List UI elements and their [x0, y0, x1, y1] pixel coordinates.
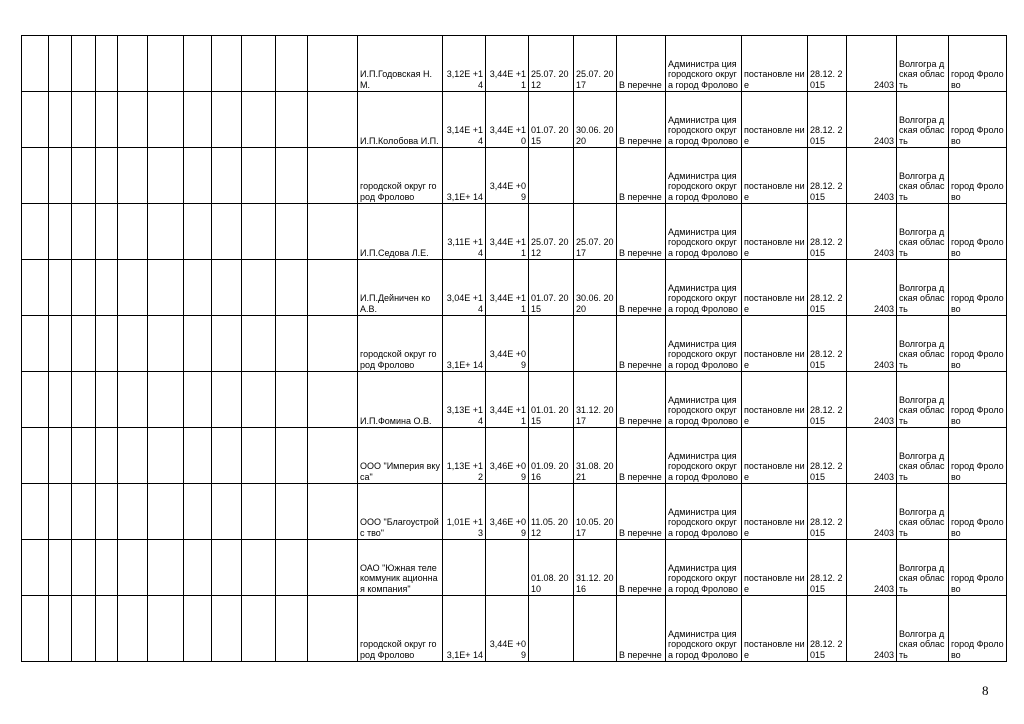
empty-cell: [308, 148, 358, 204]
empty-cell: [72, 540, 96, 596]
document-type-cell: постановле ние: [742, 92, 808, 148]
empty-cell: [118, 204, 148, 260]
number-a-cell: 3,13Е +14: [443, 372, 486, 428]
empty-cell: [148, 92, 184, 148]
empty-cell: [184, 596, 212, 662]
table-row: [22, 484, 1007, 540]
document-type-cell: постановле ние: [742, 260, 808, 316]
empty-cell: [96, 316, 118, 372]
number-a-cell: 1,13Е +12: [443, 428, 486, 484]
empty-cell: [96, 148, 118, 204]
region-cell: Волгогра дская область: [897, 260, 949, 316]
region-cell: Волгогра дская область: [897, 372, 949, 428]
empty-cell: [49, 372, 72, 428]
document-number-cell: 2403: [847, 260, 897, 316]
document-date-cell: 28.12. 2015: [808, 428, 847, 484]
empty-cell: [72, 316, 96, 372]
empty-cell: [308, 204, 358, 260]
holder-cell: ООО "Империя вкуса": [358, 428, 443, 484]
empty-cell: [184, 148, 212, 204]
empty-cell: [212, 204, 242, 260]
empty-cell: [276, 204, 308, 260]
document-date-cell: 28.12. 2015: [808, 484, 847, 540]
holder-cell: И.П.Седова Л.Е.: [358, 204, 443, 260]
document-date-cell: 28.12. 2015: [808, 260, 847, 316]
empty-cell: [276, 540, 308, 596]
empty-cell: [148, 540, 184, 596]
number-b-cell: 3,46Е +09: [486, 428, 529, 484]
empty-cell: [184, 428, 212, 484]
empty-cell: [22, 36, 49, 92]
region-cell: Волгогра дская область: [897, 484, 949, 540]
empty-cell: [96, 540, 118, 596]
status-cell: В перечне: [617, 540, 666, 596]
empty-cell: [49, 148, 72, 204]
number-a-cell: [443, 540, 486, 596]
empty-cell: [96, 260, 118, 316]
empty-cell: [242, 540, 276, 596]
empty-cell: [118, 36, 148, 92]
number-a-cell: 3,1Е+ 14: [443, 596, 486, 662]
document-date-cell: 28.12. 2015: [808, 92, 847, 148]
empty-cell: [308, 372, 358, 428]
region-cell: Волгогра дская область: [897, 316, 949, 372]
document-date-cell: 28.12. 2015: [808, 204, 847, 260]
number-a-cell: 3,1Е+ 14: [443, 148, 486, 204]
end-date-cell: [574, 596, 617, 662]
start-date-cell: 25.07. 2012: [529, 36, 574, 92]
start-date-cell: 01.07. 2015: [529, 260, 574, 316]
document-type-cell: постановле ние: [742, 36, 808, 92]
authority-cell: Администра ция городского округа город Фролово: [666, 428, 742, 484]
locality-cell: город Фролово: [949, 596, 1007, 662]
region-cell: Волгогра дская область: [897, 92, 949, 148]
empty-cell: [72, 484, 96, 540]
document-date-cell: 28.12. 2015: [808, 596, 847, 662]
locality-cell: город Фролово: [949, 372, 1007, 428]
holder-cell: И.П.Фомина О.В.: [358, 372, 443, 428]
document-date-cell: 28.12. 2015: [808, 316, 847, 372]
locality-cell: город Фролово: [949, 428, 1007, 484]
empty-cell: [22, 428, 49, 484]
number-b-cell: 3,44Е +09: [486, 148, 529, 204]
number-b-cell: 3,44Е +11: [486, 372, 529, 428]
document-number-cell: 2403: [847, 92, 897, 148]
empty-cell: [242, 428, 276, 484]
region-cell: Волгогра дская область: [897, 204, 949, 260]
empty-cell: [148, 428, 184, 484]
empty-cell: [184, 92, 212, 148]
empty-cell: [148, 148, 184, 204]
document-number-cell: 2403: [847, 36, 897, 92]
start-date-cell: 01.08. 2010: [529, 540, 574, 596]
page-number: 8: [982, 683, 989, 698]
number-b-cell: 3,44Е +10: [486, 92, 529, 148]
empty-cell: [96, 92, 118, 148]
empty-cell: [308, 596, 358, 662]
empty-cell: [118, 260, 148, 316]
empty-cell: [242, 36, 276, 92]
number-a-cell: 3,11Е +14: [443, 204, 486, 260]
empty-cell: [49, 204, 72, 260]
holder-cell: ОАО "Южная телекоммуник ационная компания": [358, 540, 443, 596]
document-type-cell: постановле ние: [742, 428, 808, 484]
locality-cell: город Фролово: [949, 92, 1007, 148]
start-date-cell: 01.09. 2016: [529, 428, 574, 484]
document-date-cell: 28.12. 2015: [808, 540, 847, 596]
locality-cell: город Фролово: [949, 204, 1007, 260]
empty-cell: [22, 540, 49, 596]
empty-cell: [308, 316, 358, 372]
locality-cell: город Фролово: [949, 484, 1007, 540]
document-date-cell: 28.12. 2015: [808, 36, 847, 92]
empty-cell: [118, 372, 148, 428]
start-date-cell: 11.05. 2012: [529, 484, 574, 540]
authority-cell: Администра ция городского округа город Фролово: [666, 316, 742, 372]
empty-cell: [22, 596, 49, 662]
empty-cell: [212, 316, 242, 372]
empty-cell: [118, 92, 148, 148]
number-b-cell: 3,44Е +09: [486, 316, 529, 372]
region-cell: Волгогра дская область: [897, 540, 949, 596]
empty-cell: [184, 204, 212, 260]
table-row: [22, 260, 1007, 316]
empty-cell: [276, 260, 308, 316]
empty-cell: [118, 484, 148, 540]
status-cell: В перечне: [617, 92, 666, 148]
status-cell: В перечне: [617, 484, 666, 540]
document-number-cell: 2403: [847, 428, 897, 484]
end-date-cell: 30.06. 2020: [574, 260, 617, 316]
table-row: [22, 36, 1007, 92]
holder-cell: ООО "Благоустройс тво": [358, 484, 443, 540]
status-cell: В перечне: [617, 204, 666, 260]
empty-cell: [72, 92, 96, 148]
empty-cell: [96, 596, 118, 662]
table-row: [22, 428, 1007, 484]
empty-cell: [148, 372, 184, 428]
empty-cell: [308, 36, 358, 92]
empty-cell: [212, 484, 242, 540]
empty-cell: [242, 372, 276, 428]
locality-cell: город Фролово: [949, 260, 1007, 316]
empty-cell: [72, 36, 96, 92]
authority-cell: Администра ция городского округа город Фролово: [666, 36, 742, 92]
region-cell: Волгогра дская область: [897, 596, 949, 662]
region-cell: Волгогра дская область: [897, 36, 949, 92]
empty-cell: [276, 596, 308, 662]
empty-cell: [184, 316, 212, 372]
status-cell: В перечне: [617, 260, 666, 316]
empty-cell: [118, 148, 148, 204]
empty-cell: [118, 540, 148, 596]
empty-cell: [184, 484, 212, 540]
number-a-cell: 3,1Е+ 14: [443, 316, 486, 372]
number-a-cell: 3,04Е +14: [443, 260, 486, 316]
empty-cell: [308, 260, 358, 316]
empty-cell: [72, 596, 96, 662]
status-cell: В перечне: [617, 316, 666, 372]
table-row: [22, 316, 1007, 372]
end-date-cell: [574, 148, 617, 204]
empty-cell: [96, 484, 118, 540]
table-row: [22, 92, 1007, 148]
empty-cell: [242, 260, 276, 316]
status-cell: В перечне: [617, 428, 666, 484]
start-date-cell: 01.01. 2015: [529, 372, 574, 428]
empty-cell: [212, 148, 242, 204]
region-cell: Волгогра дская область: [897, 148, 949, 204]
authority-cell: Администра ция городского округа город Фролово: [666, 596, 742, 662]
empty-cell: [212, 540, 242, 596]
empty-cell: [49, 316, 72, 372]
empty-cell: [276, 428, 308, 484]
empty-cell: [212, 428, 242, 484]
empty-cell: [308, 484, 358, 540]
start-date-cell: 01.07. 2015: [529, 92, 574, 148]
document-type-cell: постановле ние: [742, 204, 808, 260]
empty-cell: [49, 428, 72, 484]
empty-cell: [276, 316, 308, 372]
end-date-cell: 30.06. 2020: [574, 92, 617, 148]
end-date-cell: 31.12. 2016: [574, 540, 617, 596]
empty-cell: [242, 148, 276, 204]
table-row: [22, 204, 1007, 260]
empty-cell: [49, 484, 72, 540]
document-type-cell: постановле ние: [742, 316, 808, 372]
document-date-cell: 28.12. 2015: [808, 372, 847, 428]
document-number-cell: 2403: [847, 316, 897, 372]
number-a-cell: 3,12Е +14: [443, 36, 486, 92]
empty-cell: [96, 204, 118, 260]
empty-cell: [242, 316, 276, 372]
empty-cell: [72, 204, 96, 260]
number-b-cell: [486, 540, 529, 596]
empty-cell: [242, 484, 276, 540]
number-b-cell: 3,44Е +09: [486, 596, 529, 662]
empty-cell: [242, 92, 276, 148]
empty-cell: [148, 596, 184, 662]
status-cell: В перечне: [617, 36, 666, 92]
empty-cell: [276, 92, 308, 148]
empty-cell: [242, 204, 276, 260]
empty-cell: [72, 148, 96, 204]
start-date-cell: [529, 316, 574, 372]
authority-cell: Администра ция городского округа город Фролово: [666, 484, 742, 540]
empty-cell: [22, 484, 49, 540]
document-type-cell: постановле ние: [742, 540, 808, 596]
empty-cell: [118, 596, 148, 662]
number-b-cell: 3,46Е +09: [486, 484, 529, 540]
empty-cell: [212, 372, 242, 428]
authority-cell: Администра ция городского округа город Фролово: [666, 148, 742, 204]
locality-cell: город Фролово: [949, 316, 1007, 372]
empty-cell: [148, 36, 184, 92]
empty-cell: [72, 428, 96, 484]
empty-cell: [276, 36, 308, 92]
authority-cell: Администра ция городского округа город Фролово: [666, 540, 742, 596]
document-number-cell: 2403: [847, 540, 897, 596]
status-cell: В перечне: [617, 148, 666, 204]
holder-cell: городской округ город Фролово: [358, 148, 443, 204]
empty-cell: [118, 428, 148, 484]
empty-cell: [148, 316, 184, 372]
empty-cell: [96, 36, 118, 92]
start-date-cell: 25.07. 2012: [529, 204, 574, 260]
empty-cell: [184, 540, 212, 596]
status-cell: В перечне: [617, 596, 666, 662]
empty-cell: [22, 372, 49, 428]
empty-cell: [148, 204, 184, 260]
empty-cell: [212, 596, 242, 662]
empty-cell: [96, 428, 118, 484]
empty-cell: [276, 372, 308, 428]
empty-cell: [148, 484, 184, 540]
end-date-cell: 31.12. 2017: [574, 372, 617, 428]
empty-cell: [212, 92, 242, 148]
empty-cell: [49, 260, 72, 316]
start-date-cell: [529, 596, 574, 662]
document-type-cell: постановле ние: [742, 148, 808, 204]
empty-cell: [22, 260, 49, 316]
end-date-cell: 10.05. 2017: [574, 484, 617, 540]
holder-cell: И.П.Годовская Н.М.: [358, 36, 443, 92]
empty-cell: [308, 540, 358, 596]
document-number-cell: 2403: [847, 204, 897, 260]
status-cell: В перечне: [617, 372, 666, 428]
empty-cell: [308, 428, 358, 484]
end-date-cell: 31.08. 2021: [574, 428, 617, 484]
locality-cell: город Фролово: [949, 540, 1007, 596]
empty-cell: [184, 372, 212, 428]
number-b-cell: 3,44Е +11: [486, 36, 529, 92]
table-row: [22, 540, 1007, 596]
document-type-cell: постановле ние: [742, 484, 808, 540]
number-b-cell: 3,44Е +11: [486, 204, 529, 260]
document-number-cell: 2403: [847, 596, 897, 662]
holder-cell: городской округ город Фролово: [358, 316, 443, 372]
empty-cell: [22, 92, 49, 148]
empty-cell: [49, 36, 72, 92]
empty-cell: [22, 316, 49, 372]
empty-cell: [212, 260, 242, 316]
number-a-cell: 1,01Е +13: [443, 484, 486, 540]
start-date-cell: [529, 148, 574, 204]
empty-cell: [276, 484, 308, 540]
locality-cell: город Фролово: [949, 36, 1007, 92]
empty-cell: [72, 260, 96, 316]
authority-cell: Администра ция городского округа город Фролово: [666, 372, 742, 428]
document-type-cell: постановле ние: [742, 372, 808, 428]
holder-cell: городской округ город Фролово: [358, 596, 443, 662]
authority-cell: Администра ция городского округа город Фролово: [666, 260, 742, 316]
registry-rows: [22, 36, 1007, 662]
region-cell: Волгогра дская область: [897, 428, 949, 484]
document-number-cell: 2403: [847, 372, 897, 428]
registry-table: [21, 35, 1007, 662]
authority-cell: Администра ция городского округа город Фролово: [666, 92, 742, 148]
empty-cell: [49, 540, 72, 596]
empty-cell: [22, 148, 49, 204]
empty-cell: [212, 36, 242, 92]
empty-cell: [49, 596, 72, 662]
table-row: [22, 148, 1007, 204]
empty-cell: [276, 148, 308, 204]
document-date-cell: 28.12. 2015: [808, 148, 847, 204]
empty-cell: [96, 372, 118, 428]
number-b-cell: 3,44Е +11: [486, 260, 529, 316]
document-number-cell: 2403: [847, 484, 897, 540]
end-date-cell: [574, 316, 617, 372]
document-number-cell: 2403: [847, 148, 897, 204]
document-type-cell: постановле ние: [742, 596, 808, 662]
locality-cell: город Фролово: [949, 148, 1007, 204]
number-a-cell: 3,14Е +14: [443, 92, 486, 148]
empty-cell: [242, 596, 276, 662]
empty-cell: [184, 36, 212, 92]
authority-cell: Администра ция городского округа город Фролово: [666, 204, 742, 260]
empty-cell: [22, 204, 49, 260]
holder-cell: И.П.Дейничен ко А.В.: [358, 260, 443, 316]
empty-cell: [49, 92, 72, 148]
end-date-cell: 25.07. 2017: [574, 204, 617, 260]
table-row: [22, 596, 1007, 662]
empty-cell: [148, 260, 184, 316]
empty-cell: [72, 372, 96, 428]
empty-cell: [184, 260, 212, 316]
end-date-cell: 25.07. 2017: [574, 36, 617, 92]
empty-cell: [308, 92, 358, 148]
holder-cell: И.П.Колобова И.П.: [358, 92, 443, 148]
table-row: [22, 372, 1007, 428]
empty-cell: [118, 316, 148, 372]
